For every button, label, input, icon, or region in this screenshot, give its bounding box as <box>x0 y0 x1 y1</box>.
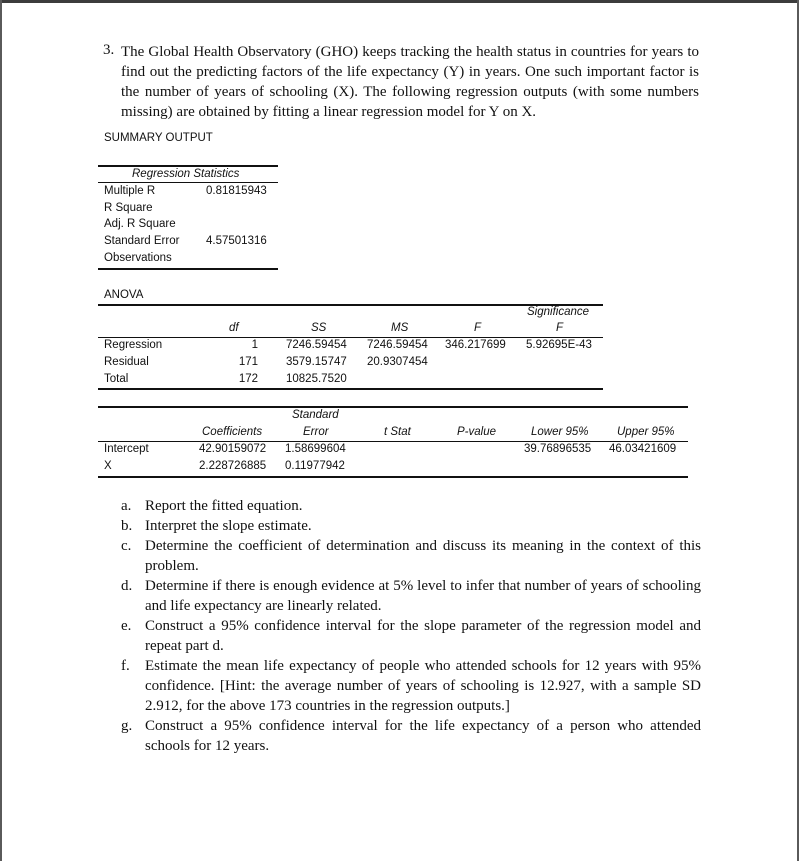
anova-header-f: F <box>474 322 482 334</box>
anova-row-label: Regression <box>104 339 163 351</box>
stat-label: Standard Error <box>104 235 180 247</box>
coef-header-lower-95: Lower 95% <box>531 426 589 438</box>
part-label: a. <box>121 498 132 514</box>
stat-label: Adj. R Square <box>104 218 176 230</box>
question-parts <box>121 496 701 756</box>
part-text: Report the fitted equation. <box>145 498 303 514</box>
list-item <box>121 616 701 656</box>
anova-significance: 5.92695E-43 <box>526 339 592 351</box>
coef-header-upper-95: Upper 95% <box>617 426 675 438</box>
part-label: c. <box>121 538 132 554</box>
stat-value: 4.57501316 <box>206 235 267 247</box>
list-item <box>121 496 701 516</box>
table-rule <box>98 165 278 167</box>
table-rule <box>98 388 603 390</box>
anova-ms: 7246.59454 <box>367 339 428 351</box>
table-rule <box>98 441 688 442</box>
part-label: b. <box>121 518 133 534</box>
anova-ss: 7246.59454 <box>286 339 347 351</box>
table-rule <box>98 476 688 478</box>
question-intro: The Global Health Observatory (GHO) keeps tracking the health status in countries for years to find out the predicting factors of the life expectancy (Y) in years. One such important factor is the number of years of schooling (X). The following regression outputs (with some numbers missing) are obtained by fitting a linear regression model for Y on X. <box>121 44 699 120</box>
stat-label: Multiple R <box>104 185 156 197</box>
part-text: Interpret the slope estimate. <box>145 518 312 534</box>
list-item <box>121 716 701 756</box>
list-item <box>121 516 701 536</box>
part-label: g. <box>121 718 133 734</box>
coef-row-label: X <box>104 460 112 472</box>
coef-value: 42.90159072 <box>199 443 267 455</box>
anova-header-ms: MS <box>391 322 409 334</box>
coef-standard-error: 1.58699604 <box>285 443 346 455</box>
anova-f: 346.217699 <box>445 339 506 351</box>
anova-title: ANOVA <box>104 289 144 301</box>
coef-lower-95: 39.76896535 <box>524 443 592 455</box>
stat-label: R Square <box>104 202 153 214</box>
anova-ms: 20.9307454 <box>367 356 428 368</box>
anova-header-significance-f: F <box>556 322 564 334</box>
part-text: Determine the coefficient of determination and discuss its meaning in the context of this problem. <box>145 538 701 574</box>
stat-label: Observations <box>104 252 172 264</box>
anova-ss: 3579.15747 <box>286 356 347 368</box>
part-label: e. <box>121 618 132 634</box>
coef-value: 2.228726885 <box>199 460 267 472</box>
question-number: 3. <box>103 42 115 58</box>
coef-upper-95: 46.03421609 <box>609 443 677 455</box>
anova-row-label: Residual <box>104 356 149 368</box>
stat-value: 0.81815943 <box>206 185 267 197</box>
coef-row-label: Intercept <box>104 443 149 455</box>
anova-ss: 10825.7520 <box>286 373 347 385</box>
list-item <box>121 656 701 716</box>
coef-header-standard: Standard <box>292 409 339 421</box>
table-rule <box>98 182 278 183</box>
part-label: f. <box>121 658 130 674</box>
part-label: d. <box>121 578 133 594</box>
coef-header-error: Error <box>303 426 329 438</box>
list-item <box>121 576 701 616</box>
page-top-border <box>0 0 799 3</box>
part-text: Determine if there is enough evidence at 5% level to infer that number of years of schooling and life expectancy are linearly related. <box>145 578 701 614</box>
summary-output-title: SUMMARY OUTPUT <box>104 132 213 144</box>
part-text: Estimate the mean life expectancy of people who attended schools for 12 years with 95% confidence. [Hint: the average number of years of schooling is 12.927, with a sample SD 2.912, for the above 173 countries in the regression outputs.] <box>145 658 701 714</box>
coef-header-p-value: P-value <box>457 426 496 438</box>
coef-header-coefficients: Coefficients <box>202 426 263 438</box>
anova-df: 172 <box>238 373 258 385</box>
table-rule <box>98 337 603 338</box>
part-text: Construct a 95% confidence interval for the slope parameter of the regression model and repeat part d. <box>145 618 701 654</box>
page-left-border <box>0 0 2 861</box>
anova-df: 171 <box>238 356 258 368</box>
anova-header-df: df <box>229 322 239 334</box>
anova-df: 1 <box>251 339 258 351</box>
regression-statistics-header: Regression Statistics <box>132 168 240 180</box>
part-text: Construct a 95% confidence interval for the life expectancy of a person who attended schools for 12 years. <box>145 718 701 754</box>
table-rule <box>98 268 278 270</box>
coef-standard-error: 0.11977942 <box>285 460 345 472</box>
anova-header-ss: SS <box>311 322 327 334</box>
anova-row-label: Total <box>104 373 129 385</box>
anova-header-significance: Significance <box>527 306 590 318</box>
list-item <box>121 536 701 576</box>
table-rule <box>98 406 688 408</box>
coef-header-t-stat: t Stat <box>384 426 411 438</box>
